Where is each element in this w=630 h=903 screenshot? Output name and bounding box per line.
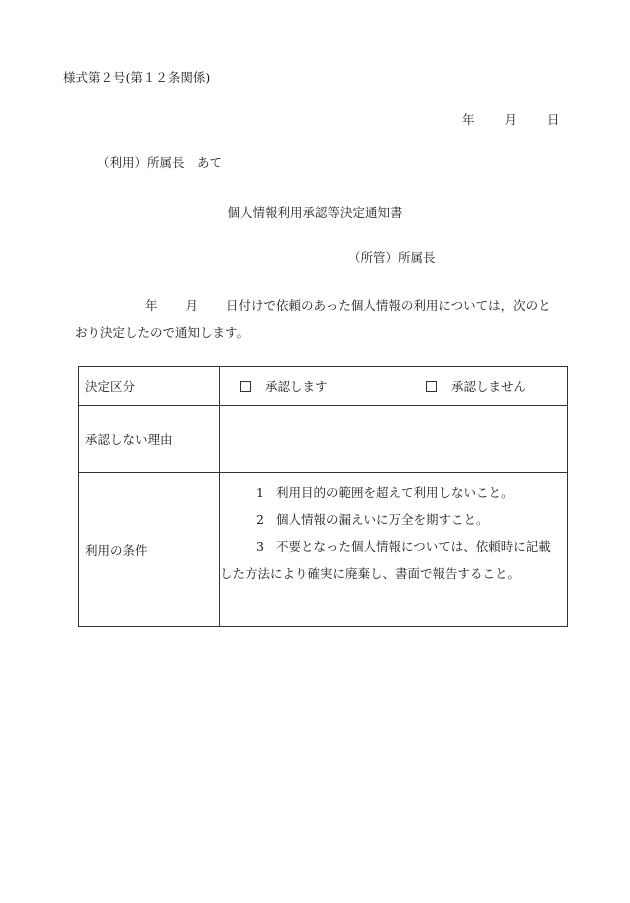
condition-item — [220, 533, 567, 560]
body-line1-text: 日付けで依頼のあった個人情報の利用については，次のと — [226, 298, 551, 313]
body-line-1 — [145, 296, 551, 314]
condition-text: 利用目的の範囲を超えて利用しないこと。 — [276, 485, 514, 500]
body-year-label: 年 — [145, 298, 158, 313]
form-number: 様式第２号(第１２条関係) — [63, 70, 211, 85]
reason-field[interactable] — [220, 406, 568, 473]
condition-item — [220, 479, 567, 506]
conditions-list — [220, 473, 567, 587]
document-title: 個人情報利用承認等決定通知書 — [227, 205, 403, 220]
conditions-label: 利用の条件 — [79, 473, 220, 627]
conditions-row — [79, 473, 568, 627]
reject-checkbox[interactable] — [426, 381, 437, 392]
approve-option[interactable] — [240, 377, 426, 395]
decision-row — [79, 367, 568, 406]
date-day-label: 日 — [547, 112, 560, 127]
reject-label: 承認しません — [451, 379, 527, 394]
decision-options — [220, 367, 568, 406]
decision-table — [78, 366, 568, 627]
issuer: （所管）所属長 — [348, 250, 436, 265]
condition-text: 不要となった個人情報については、依頼時に記載 — [276, 539, 551, 554]
date-month-label: 月 — [504, 112, 518, 127]
decision-label: 決定区分 — [79, 367, 220, 406]
reason-row — [79, 406, 568, 473]
condition-text: 個人情報の漏えいに万全を期すこと。 — [276, 512, 489, 527]
approve-checkbox[interactable] — [240, 381, 251, 392]
date-year-label: 年 — [462, 112, 475, 127]
date-line — [462, 110, 560, 128]
body-month-label: 月 — [185, 298, 199, 313]
condition-number: 1 — [256, 485, 264, 500]
reason-label: 承認しない理由 — [79, 406, 220, 473]
conditions-cell — [220, 473, 568, 627]
condition-continuation: した方法により確実に廃棄し、書面で報告すること。 — [220, 566, 521, 581]
reject-option[interactable] — [426, 377, 526, 395]
body-line-2: おり決定したので通知します。 — [75, 325, 250, 340]
approve-label: 承認します — [265, 379, 328, 394]
addressee: （利用）所属長 あて — [97, 155, 223, 170]
condition-number: 2 — [256, 512, 264, 527]
condition-item — [220, 506, 567, 533]
condition-number: 3 — [256, 539, 264, 554]
